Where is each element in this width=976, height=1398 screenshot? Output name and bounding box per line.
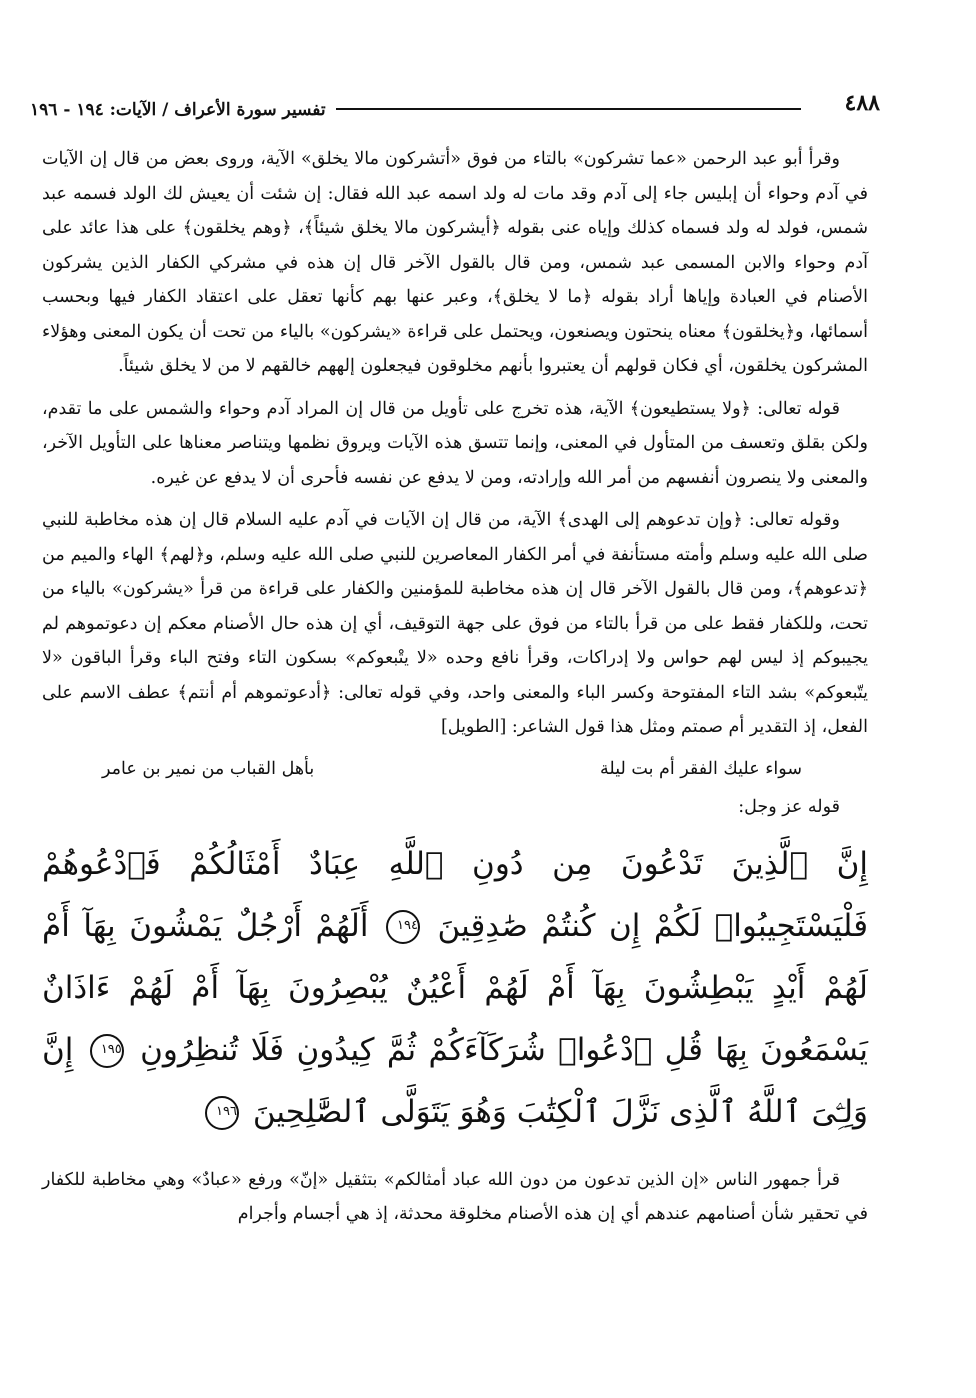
running-header <box>30 86 871 120</box>
paragraph-1: وقرأ أبو عبد الرحمن «عما تشركون» بالتاء من فوق «أتشركون مالا يخلق» الآية، وروى بعض من قال إن الآيات في آدم وحواء أن إبليس جاء إلى آدم وقد مات له ولد اسمه عبد الله فقال: إن شئت أن يعيش لك الولد فسمه عبد شمس، فولد له ولد فسماه كذلك وإياه عنى بقوله ﴿أيشركون مالا يخلق شيئاً﴾، ﴿وهم يخلقون﴾ على هذا عائد على آدم وحواء والابن المسمى عبد شمس، ومن قال بالقول الآخر قال إن هذه في مشركي الكفار الذين يشركون الأصنام في العبادة وإياها أراد بقوله ﴿ما لا يخلق﴾، وعبر عنها بهم كأنها تعقل على اعتقاد الكفار فيها وبحسب أسمائها، و﴿يخلقون﴾ معناه ينحتون ويصنعون، ويحتمل على قراءة «يشركون» بالياء من تحت أن يكون المعنى وهؤلاء المشركون يخلقون، أي فكان قولهم أن يعتبروا بأنهم مخلوقون فيجعلون إلههم خالقهم لا من لا يخلق شيئاً. <box>42 149 868 376</box>
ayah-marker-icon: ١٩٥ <box>90 1034 124 1068</box>
paragraph-after-verses: قرأ جمهور الناس «إن الذين تدعون من دون الله عباد أمثالكم» بتثقيل «إنّ» ورفع «عبادٌ» وهي مخاطبة للكفار في تحقير شأن أصنامهم عندهم أي إن هذه الأصنام مخلوقة محدثة، إذ هي أجسام وأجرام <box>42 1169 868 1224</box>
header-rule <box>336 108 801 110</box>
paragraph-2: قوله تعالى: ﴿ولا يستطيعون﴾ الآية، هذه تخرج على تأويل من قال إن المراد آدم وحواء والشمس على ما تقدم، ولكن بقلق وتعسف من المتأول في المعنى، وإنما تتسق هذه الآيات ويروق نظمها ويتناصر معناها على التأويل الآخر، والمعنى ولا ينصرون أنفسهم من أمر الله وإرادته، ومن لا يدفع عن نفسه فأحرى أن لا يدفع عن غيره. <box>42 398 868 488</box>
quran-verses <box>42 833 868 1143</box>
quran-verse-195: أَلَهُمْ أَرْجُلٌ يَمْشُونَ بِهَآ أَمْ لَهُمْ أَيْدٍ يَبْطِشُونَ بِهَآ أَمْ لَهُمْ أَعْيُنٌ يُبْصِرُونَ بِهَآ أَمْ لَهُمْ ءَاذَانٌ يَسْمَعُونَ بِهَا قُلِ ٱدْعُوا۟ شُرَكَآءَكُمْ ثُمَّ كِيدُونِ فَلَا تُنظِرُونِ <box>42 907 869 1068</box>
verse-lead-in: قوله عز وجل: <box>738 796 840 817</box>
ayah-marker-icon: ١٩٦ <box>205 1096 239 1130</box>
quran-verse-194: إِنَّ ٱلَّذِينَ تَدْعُونَ مِن دُونِ ٱللَّهِ عِبَادٌ أَمْثَالُكُمْ فَٱدْعُوهُمْ فَلْيَسْتَجِيبُوا۟ لَكُمْ إِن كُنتُمْ صَٰدِقِينَ <box>42 845 869 944</box>
quran-verse-196: إِنَّ وَلِـِّۧىَ ٱللَّهُ ٱلَّذِى نَزَّلَ ٱلْكِتَٰبَ وَهُوَ يَتَوَلَّى ٱلصَّٰلِحِينَ <box>42 1031 868 1130</box>
paragraph-3: وقوله تعالى: ﴿وإن تدعوهم إلى الهدى﴾ الآية، من قال إن الآيات في آدم عليه السلام قال إن هذه مخاطبة للنبي صلى الله عليه وسلم وأمته مستأنفة في أمر الكفار المعاصرين للنبي صلى الله عليه وسلم، و﴿لهم﴾ الهاء والميم من ﴿تدعوهم﴾، ومن قال بالقول الآخر قال إن هذه مخاطبة للمؤمنين والكفار على قراءة من قرأ «يشركون» بالياء من تحت، وللكفار فقط على من قرأ بالتاء من فوق على جهة التوقيف، أي إن هذه حال الأصنام معكم إن دعوتموهم لم يجيبوكم إذ ليس لهم حواس ولا إدراكات، وقرأ نافع وحده «لا يتْبعوكم» بسكون التاء وفتح الباء وقرأ الباقون «لا يتّبعوكم» بشد التاء المفتوحة وكسر الباء والمعنى واحد، وفي قوله تعالى: ﴿أدعوتموهم أم أنتم﴾ عطف الاسم على الفعل، إذ التقدير أم صمتم ومثل هذا قول الشاعر: [الطويل] <box>42 510 868 737</box>
page-body <box>42 142 868 1232</box>
poem-hemistich-2: بأهل القباب من نمير بن عامر <box>102 759 315 780</box>
ayah-marker-icon: ١٩٤ <box>386 910 420 944</box>
page-number: ٤٨٨ <box>844 90 880 116</box>
poem-verse <box>42 751 868 789</box>
poem-hemistich-1: سواء عليك الفقر أم بت ليلة <box>600 759 802 780</box>
header-title: تفسير سورة الأعراف / الآيات: ١٩٤ - ١٩٦ <box>30 100 326 120</box>
